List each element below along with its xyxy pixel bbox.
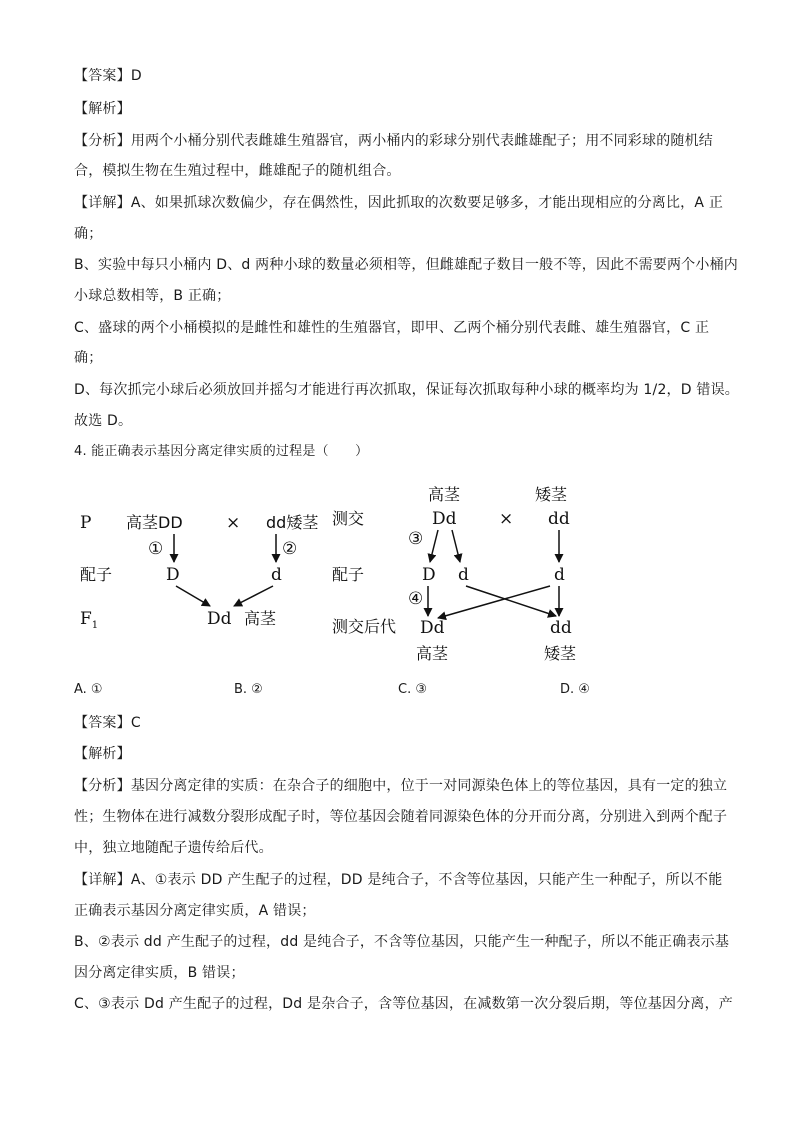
q3-option-b-line-2: 小球总数相等，B 正确；	[74, 288, 231, 304]
offspring-label: 测交后代	[332, 617, 397, 636]
offspring-Dd: Dd	[420, 618, 445, 638]
offspring-tall: 高茎	[416, 644, 449, 663]
q4-option-b-line-1: B、②表示 dd 产生配子的过程，dd 是纯合子，不含等位基因，只能产生一种配子，所以不能正确表示基	[74, 934, 730, 950]
circle-1: ①	[148, 539, 164, 559]
f1-genotype: Dd	[207, 609, 232, 629]
cross-symbol-left: ×	[226, 513, 241, 533]
option-c[interactable]: C. ③	[398, 682, 427, 697]
offspring-dd: dd	[550, 618, 572, 638]
q3-option-c-line-2: 确；	[74, 350, 103, 366]
testcross-label: 测交	[332, 509, 365, 528]
gamete-d-right-2: d	[554, 565, 565, 585]
gamete-label-right: 配子	[332, 565, 365, 584]
fenxi-tag: 【分析】	[74, 133, 131, 149]
detail-text: A、①表示 DD 产生配子的过程，DD 是纯合子，不含等位基因，只能产生一种配子，所以不能	[130, 872, 723, 888]
q3-fenxi-line-2: 合，模拟生物在生殖过程中，雌雄配子的随机组合。	[74, 163, 401, 179]
answer-value: D	[130, 68, 142, 84]
q3-option-d-line-1: D、每次抓完小球后必须放回并摇匀才能进行再次抓取，保证每次抓取每种小球的概率均为 1/2，D 错误。	[74, 382, 739, 398]
gamete-label-left: 配子	[80, 565, 113, 584]
q4-fenxi-line-3: 中，独立地随配子遗传给后代。	[74, 840, 273, 856]
arrow-3	[430, 530, 438, 562]
gamete-D-right: D	[422, 565, 436, 585]
q4-option-c-line-1: C、③表示 Dd 产生配子的过程，Dd 是杂合子，含等位基因，在减数第一次分裂后期，等位基因分离，产	[74, 996, 734, 1012]
fenxi-text: 基因分离定律的实质：在杂合子的细胞中，位于一对同源染色体上的等位基因，具有一定的独立	[130, 778, 728, 794]
genetics-diagram	[70, 478, 590, 668]
detail-tag: 【详解】	[74, 872, 131, 888]
q3-option-c-line-1: C、盛球的两个小桶模拟的是雌性和雄性的生殖器官，即甲、乙两个桶分别代表雌、雄生殖器官，C 正	[74, 320, 710, 336]
option-b[interactable]: B. ②	[234, 682, 263, 697]
offspring-short: 矮茎	[544, 644, 577, 663]
arrow-Dd-to-d	[452, 530, 460, 562]
q4-answer-line	[74, 715, 141, 731]
arrow-d-to-F1	[234, 586, 273, 606]
q3-analysis-tag: 【解析】	[74, 101, 131, 117]
detail-text: A、如果抓球次数偏少，存在偶然性，因此抓取的次数要足够多，才能出现相应的分离比，A 正	[130, 195, 724, 211]
q4-options	[74, 682, 714, 700]
q3-option-b-line-1: B、实验中每只小桶内 D、d 两种小球的数量必须相等，但雌雄配子数目一般不等，因此不需要两个小桶内	[74, 257, 738, 273]
arrow-d-to-dd	[466, 586, 556, 616]
parent-Dd: Dd	[432, 509, 457, 529]
q4-fenxi-line-1	[74, 778, 727, 794]
q4-question: 4. 能正确表示基因分离定律实质的过程是（ ）	[74, 444, 369, 459]
arrow-d-to-Dd	[438, 586, 550, 618]
option-a[interactable]: A. ①	[74, 682, 103, 697]
fenxi-text: 用两个小桶分别代表雌雄生殖器官，两小桶内的彩球分别代表雌雄配子；用不同彩球的随机结	[130, 133, 714, 149]
q3-fenxi-line-1	[74, 133, 713, 149]
q3-detail-line-2: 确；	[74, 226, 103, 242]
gamete-d-left: d	[271, 565, 282, 585]
short-label-top: 矮茎	[535, 485, 568, 504]
q4-detail-line-2: 正确表示基因分离定律实质，A 错误；	[74, 903, 316, 919]
q3-detail-line-1	[74, 195, 723, 211]
f1-phenotype: 高茎	[244, 609, 277, 628]
fenxi-tag: 【分析】	[74, 778, 131, 794]
tall-label-top: 高茎	[428, 485, 461, 504]
q4-fenxi-line-2: 性；生物体在进行减数分裂形成配子时，等位基因会随着同源染色体的分开而分离，分别进入到两个配子	[74, 809, 728, 825]
circle-2: ②	[282, 539, 298, 559]
answer-tag: 【答案】	[74, 68, 131, 84]
answer-value: C	[130, 715, 141, 731]
parent-tall-DD: 高茎DD	[126, 513, 183, 532]
answer-tag: 【答案】	[74, 715, 131, 731]
q4-option-b-line-2: 因分离定律实质，B 错误；	[74, 965, 245, 981]
p-label: P	[80, 513, 92, 533]
parent-dd-short: dd矮茎	[266, 513, 319, 532]
circle-4: ④	[408, 589, 424, 609]
cross-symbol-right: ×	[499, 509, 514, 529]
q4-detail-line-1	[74, 872, 722, 888]
detail-tag: 【详解】	[74, 195, 131, 211]
gamete-D-left: D	[166, 565, 180, 585]
arrow-D-to-F1	[176, 586, 210, 606]
gamete-d-right-1: d	[458, 565, 469, 585]
q4-analysis-tag: 【解析】	[74, 746, 131, 762]
q3-option-d-line-2: 故选 D。	[74, 413, 133, 429]
parent-dd: dd	[548, 509, 570, 529]
q3-answer-line	[74, 68, 142, 84]
f1-label: $F_1$	[80, 609, 99, 631]
circle-3: ③	[408, 529, 424, 549]
option-d[interactable]: D. ④	[560, 682, 590, 697]
